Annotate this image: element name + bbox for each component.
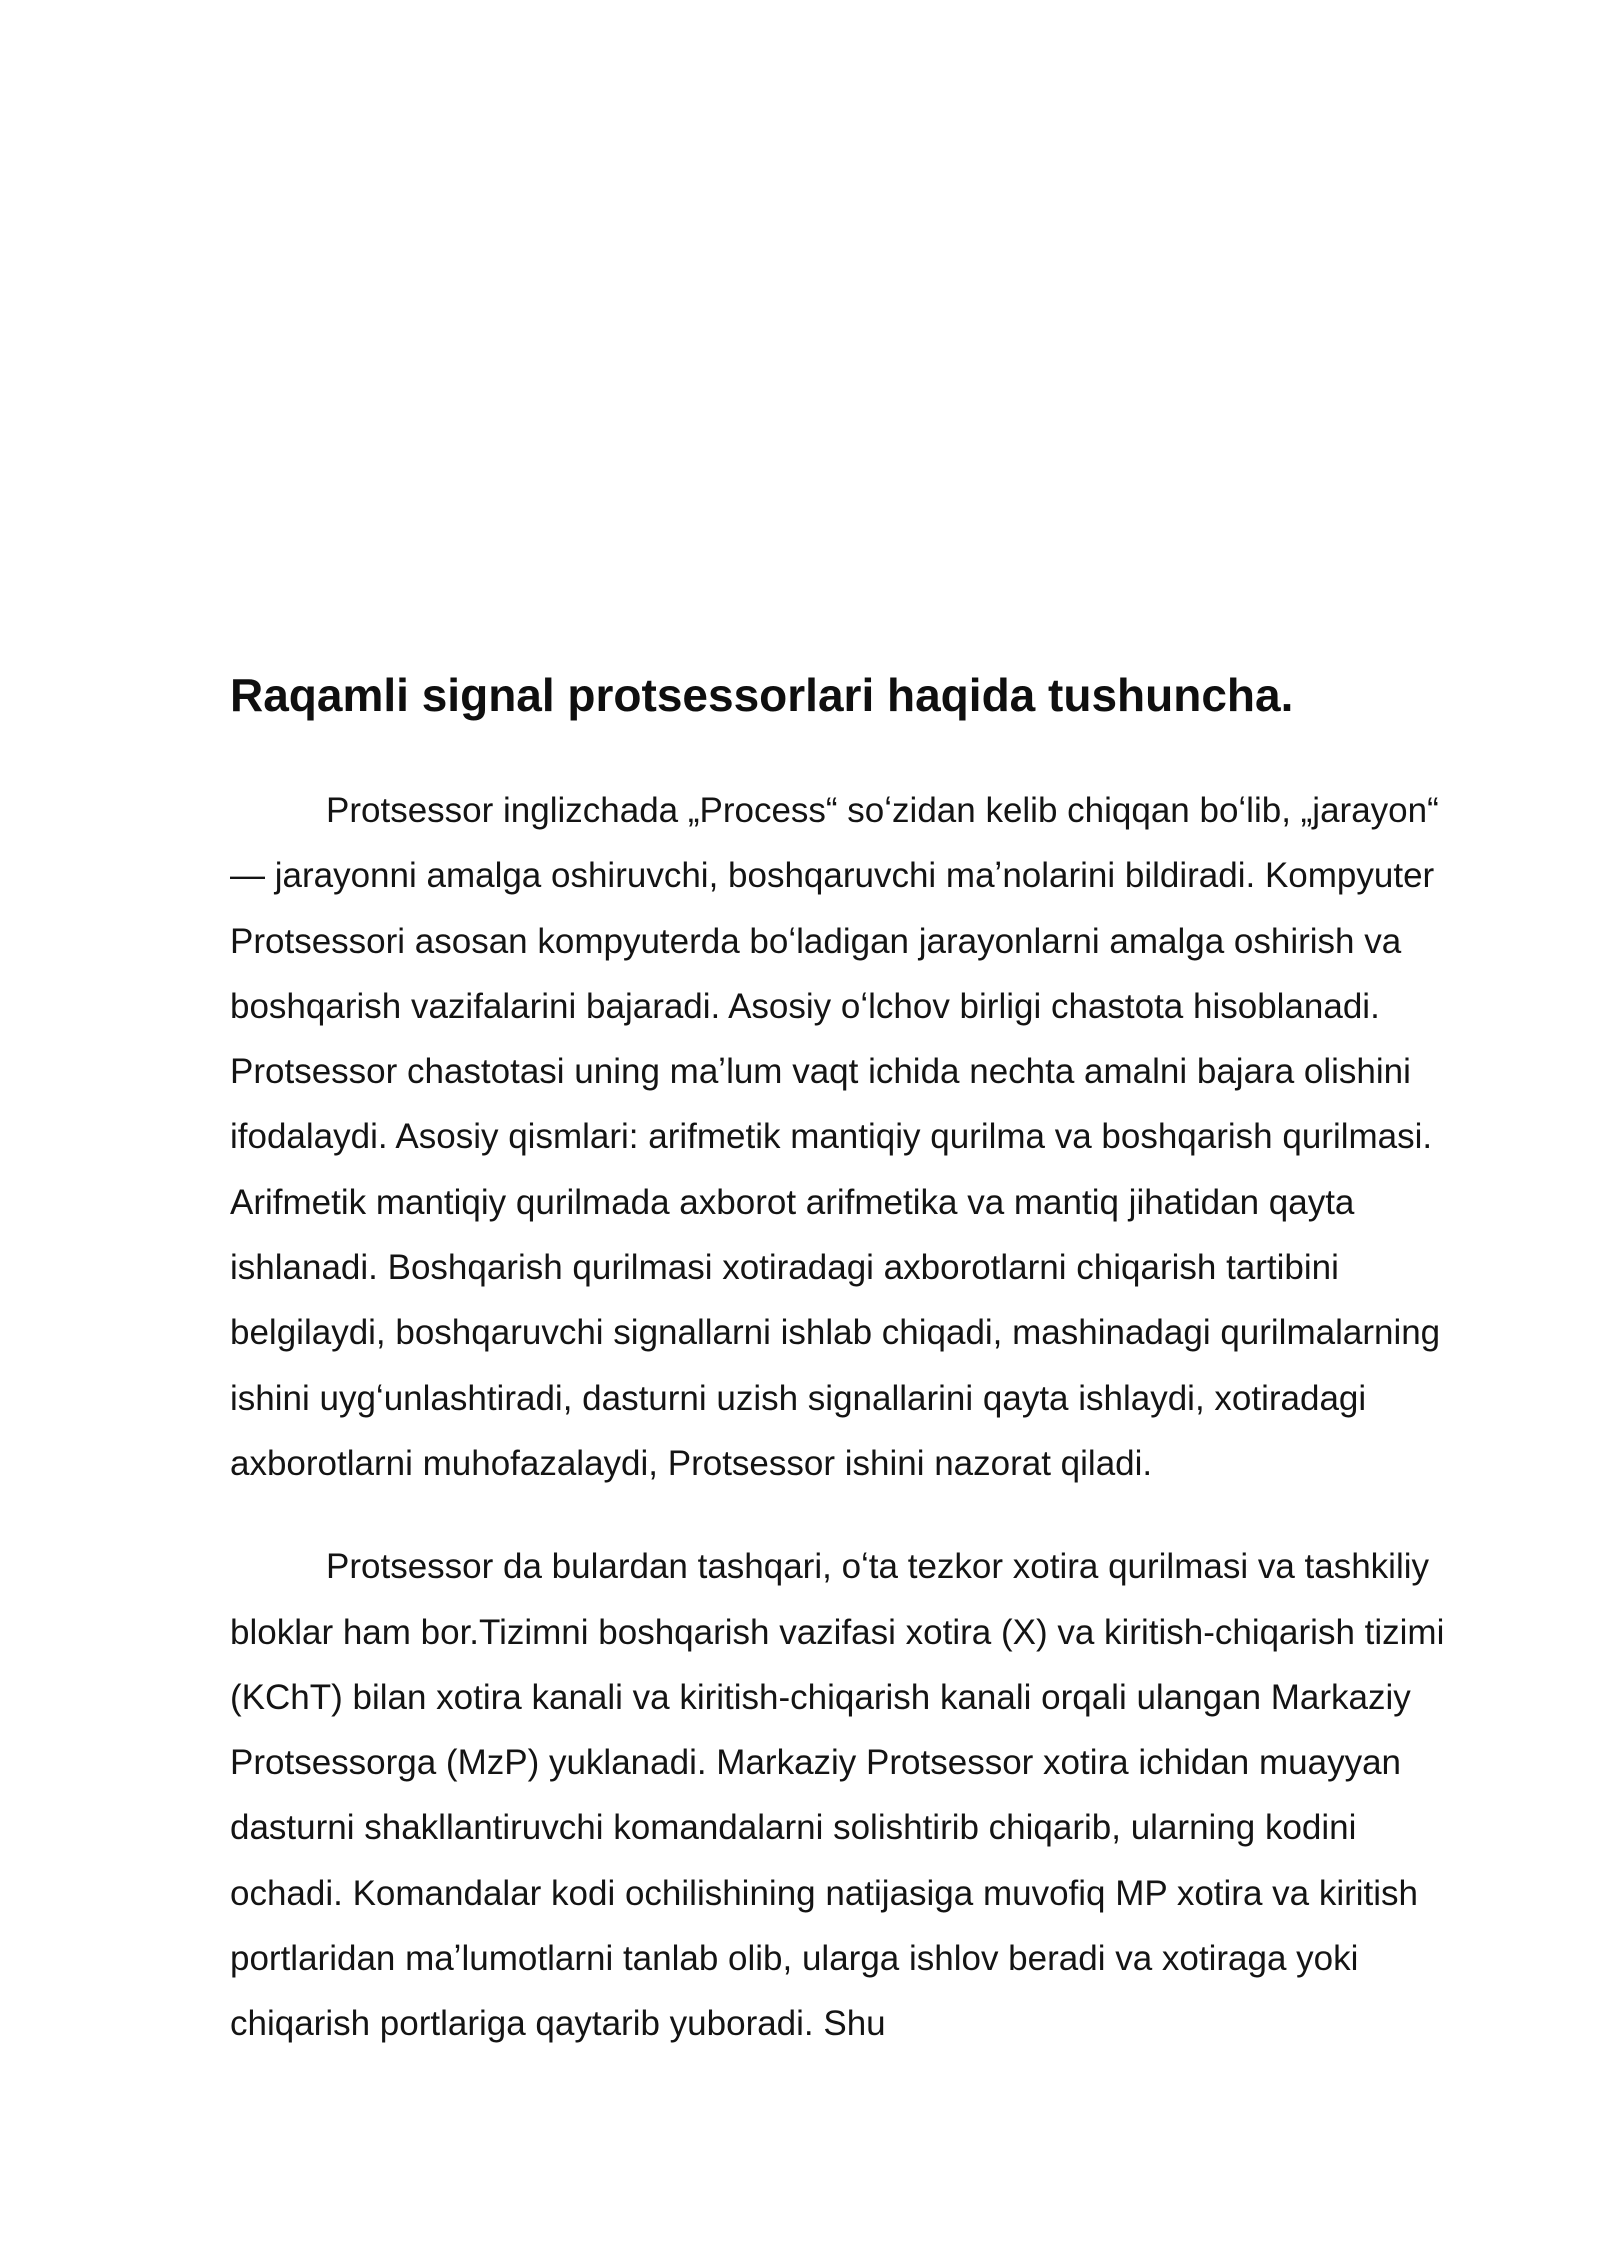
- document-title: Raqamli signal protsessorlari haqida tushuncha.: [230, 669, 1294, 721]
- paragraph-2: Protsessor da bulardan tashqari, oʻta tezkor xotira qurilmasi va tashkiliy bloklar ham bor.Tizimni boshqarish vazifasi xotira (X) va kiritish-chiqarish tizimi (KChT) bilan xotira kanali va kiritish-chiqarish kanali orqali ulangan Markaziy Protsessorga (MzP) yuklanadi. Markaziy Protsessor xotira ichidan muayyan dasturni shakllantiruvchi komandalarni solishtirib chiqarib, ularning kodini ochadi. Komandalar kodi ochilishining natijasiga muvofiq MP xotira va kiritish portlaridan maʼlumotlarni tanlab olib, ularga ishlov beradi va xotiraga yoki chiqarish portlariga qaytarib yuboradi. Shu: [230, 1547, 1445, 2044]
- document-body: [230, 660, 1460, 2095]
- paragraph-1: Protsessor inglizchada „Process“ soʻzidan kelib chiqqan boʻlib, „jarayon“ — jarayonni amalga oshiruvchi, boshqaruvchi maʼnolarini bildiradi. Kompyuter Protsessori asosan kompyuterda boʻladigan jarayonlarni amalga oshirish va boshqarish vazifalarini bajaradi. Asosiy oʻlchov birligi chastota hisoblanadi. Protsessor chastotasi uning maʼlum vaqt ichida nechta amalni bajara olishini ifodalaydi. Asosiy qismlari: arifmetik mantiqiy qurilma va boshqarish qurilmasi. Arifmetik mantiqiy qurilmada axborot arifmetika va mantiq jihatidan qayta ishlanadi. Boshqarish qurilmasi xotiradagi axborotlarni chiqarish tartibini belgilaydi, boshqaruvchi signallarni ishlab chiqadi, mashinadagi qurilmalarning ishini uygʻunlashtiradi, dasturni uzish signallarini qayta ishlaydi, xotiradagi axborotlarni muhofazalaydi, Protsessor ishini nazorat qiladi.: [230, 791, 1441, 1483]
